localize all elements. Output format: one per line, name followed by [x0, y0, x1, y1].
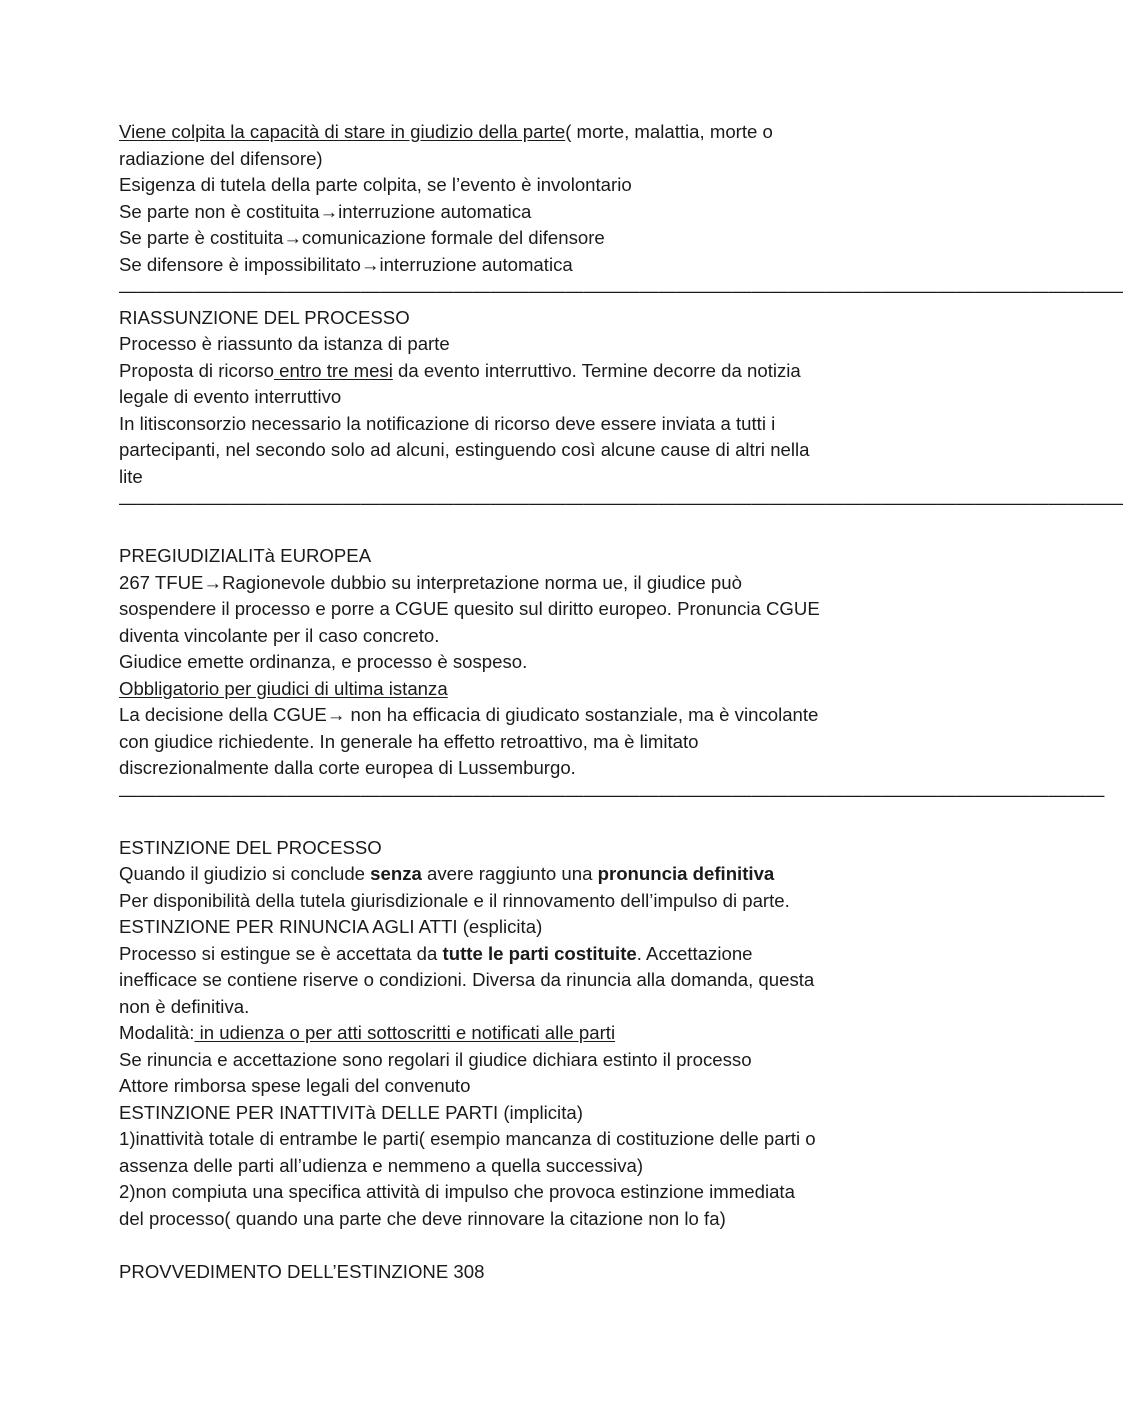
text: Proposta di ricorso [119, 359, 275, 381]
paragraph-line [119, 119, 889, 146]
paragraph-line [119, 358, 889, 385]
blank-line [119, 808, 889, 835]
paragraph-line: discrezionalmente dalla corte europea di Lussemburgo. [119, 757, 576, 778]
paragraph-line: Se parte non è costituita→interruzione automatica [119, 200, 532, 222]
section-heading: ESTINZIONE DEL PROCESSO [119, 836, 382, 858]
paragraph-line: diventa vincolante per il caso concreto. [119, 624, 440, 646]
underlined-text: Viene colpita la capacità di stare in giudizio della parte [119, 121, 566, 142]
paragraph-line: Giudice emette ordinanza, e processo è sospeso. [119, 651, 528, 672]
text: da evento interruttivo. Termine decorre da notizia [392, 359, 801, 381]
paragraph-line: del processo( quando una parte che deve rinnovare la citazione non lo fa) [119, 1207, 726, 1229]
paragraph-line: In litisconsorzio necessario la notificazione di ricorso deve essere inviata a tutti i [119, 412, 776, 434]
subsection-heading: ESTINZIONE PER RINUNCIA AGLI ATTI (esplicita) [119, 916, 543, 937]
paragraph-line [119, 941, 889, 968]
paragraph-line: non è definitiva. [119, 995, 250, 1017]
paragraph-line: Se parte è costituita→comunicazione formale del difensore [119, 227, 605, 248]
paragraph-line: Per disponibilità della tutela giurisdizionale e il rinnovamento dell’impulso di parte. [119, 889, 790, 911]
paragraph-line [119, 676, 889, 703]
paragraph-line: con giudice richiedente. In generale ha effetto retroattivo, ma è limitato [119, 730, 699, 752]
bold-text: pronuncia definitiva [597, 863, 775, 884]
bold-text: tutte le parti costituite [442, 942, 637, 964]
paragraph-line [119, 1020, 889, 1047]
bold-text: senza [370, 863, 422, 884]
paragraph-line: legale di evento interruttivo [119, 386, 342, 407]
text: ( morte, malattia, morte o [565, 121, 773, 142]
section-heading: PROVVEDIMENTO DELL’ESTINZIONE 308 [119, 1260, 485, 1282]
paragraph-line [119, 861, 889, 888]
document-page [119, 119, 1123, 1285]
paragraph-line: radiazione del difensore) [119, 147, 323, 169]
paragraph-line: 267 TFUE→Ragionevole dubbio su interpretazione norma ue, il giudice può [119, 571, 742, 593]
section-heading: RIASSUNZIONE DEL PROCESSO [119, 306, 410, 328]
underlined-text: Obbligatorio per giudici di ultima istanza [119, 677, 448, 699]
blank-line [119, 1232, 889, 1259]
paragraph-line: assenza delle parti all’udienza e nemmeno a quella successiva) [119, 1154, 644, 1176]
text: Quando il giudizio si conclude [119, 863, 371, 884]
blank-line [119, 517, 889, 544]
paragraph-line: La decisione della CGUE→ non ha efficacia di giudicato sostanziale, ma è vincolante [119, 704, 819, 725]
paragraph-line: sospendere il processo e porre a CGUE quesito sul diritto europeo. Pronuncia CGUE [119, 598, 820, 619]
text: . Accettazione [636, 942, 753, 964]
section-heading: PREGIUDIZIALITà EUROPEA [119, 545, 372, 566]
paragraph-line: 2)non compiuta una specifica attività di impulso che provoca estinzione immediata [119, 1181, 795, 1202]
paragraph-line: Se rinuncia e accettazione sono regolari il giudice dichiara estinto il processo [119, 1048, 752, 1070]
text: Processo si estingue se è accettata da [119, 942, 443, 964]
separator-line: —————————————————————————————————————————————————————— [119, 492, 1123, 513]
separator-line: —————————————————————————————————————————————————————— [119, 280, 1123, 301]
paragraph-line: Attore rimborsa spese legali del convenuto [119, 1075, 471, 1096]
paragraph-line: lite [119, 465, 143, 487]
underlined-text: entro tre mesi [274, 359, 393, 381]
paragraph-line: 1)inattività totale di entrambe le parti( esempio mancanza di costituzione delle parti o [119, 1128, 816, 1149]
paragraph-line: partecipanti, nel secondo solo ad alcuni, estinguendo così alcune cause di altri nella [119, 439, 810, 460]
underlined-text: in udienza o per atti sottoscritti e notificati alle parti [194, 1022, 616, 1043]
text: Modalità: [119, 1022, 195, 1043]
text: avere raggiunto una [421, 863, 598, 884]
paragraph-line: inefficace se contiene riserve o condizioni. Diversa da rinuncia alla domanda, questa [119, 969, 815, 990]
paragraph-line: Se difensore è impossibilitato→interruzione automatica [119, 253, 573, 275]
separator-line: ————————————————————————————————————————————————————— [119, 783, 1105, 805]
paragraph-line: Processo è riassunto da istanza di parte [119, 333, 450, 354]
subsection-heading: ESTINZIONE PER INATTIVITà DELLE PARTI (implicita) [119, 1101, 583, 1123]
paragraph-line: Esigenza di tutela della parte colpita, se l’evento è involontario [119, 174, 632, 195]
